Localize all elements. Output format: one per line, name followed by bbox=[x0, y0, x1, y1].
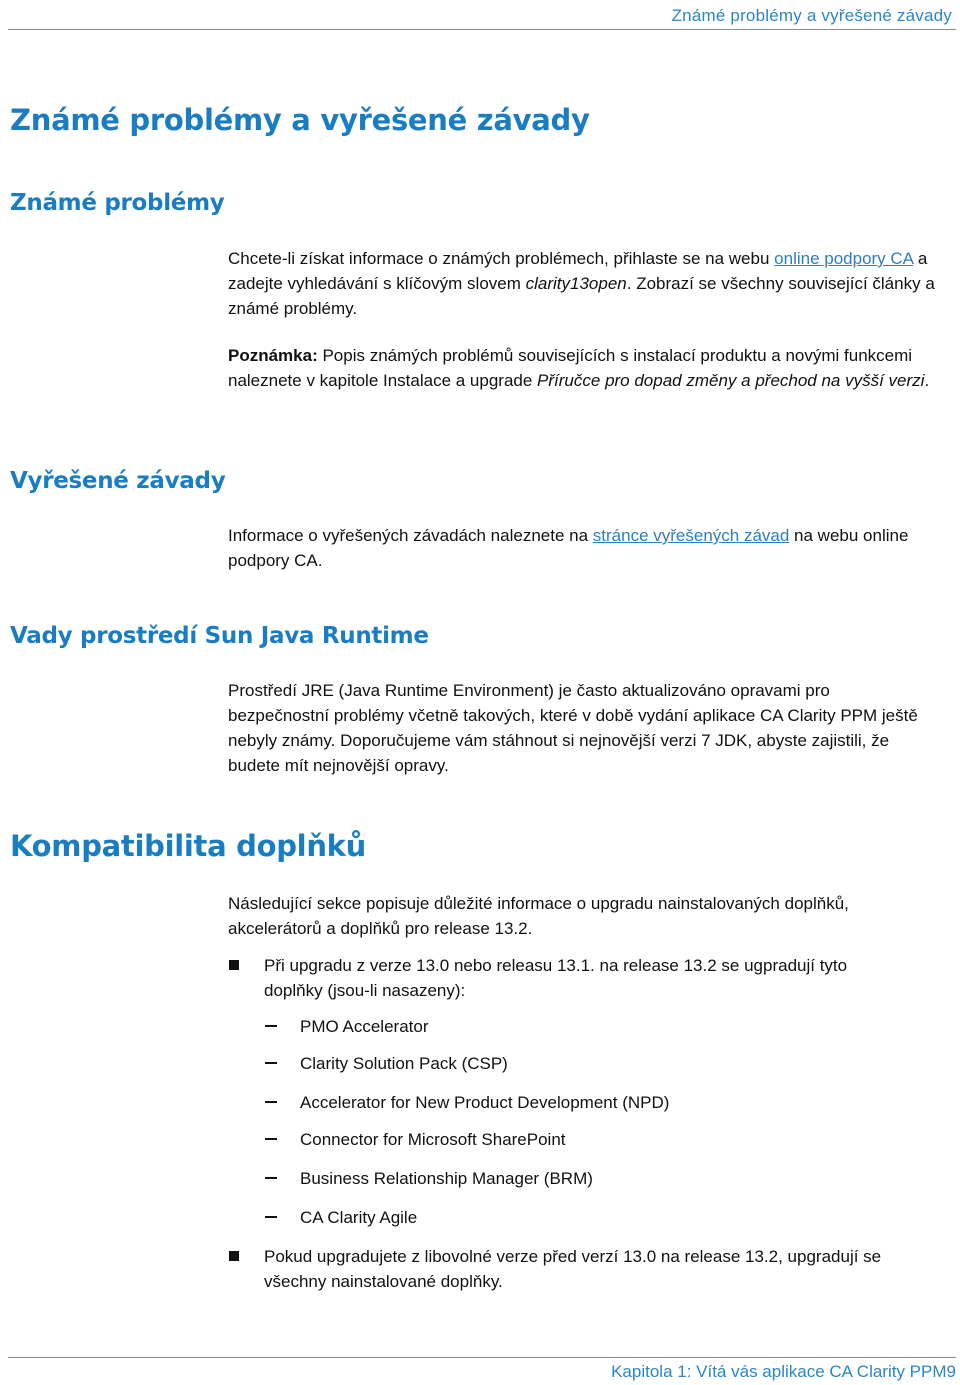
header-rule bbox=[8, 29, 956, 30]
guide-title: Příručce pro dopad změny a přechod na vyšší verzi bbox=[537, 371, 925, 390]
fixed-defects-heading: Vyřešené závady bbox=[10, 468, 226, 494]
dash-bullet-icon bbox=[265, 1101, 277, 1103]
dash-bullet-icon bbox=[265, 1216, 277, 1218]
bullet-square-icon bbox=[229, 960, 239, 970]
addin-item: Accelerator for New Product Development (NPD) bbox=[300, 1093, 670, 1112]
bullet-upgrade-13: Při upgradu z verze 13.0 nebo releasu 13.1. na release 13.2 se ugpradují tyto doplňky (jsou-li nasazeny): bbox=[264, 956, 848, 1000]
running-footer bbox=[611, 1362, 956, 1382]
fixed-defects-link[interactable]: stránce vyřešených závad bbox=[592, 526, 790, 545]
dash-bullet-icon bbox=[265, 1025, 277, 1027]
footer-rule bbox=[8, 1357, 956, 1358]
addin-item: Connector for Microsoft SharePoint bbox=[300, 1130, 566, 1149]
dash-bullet-icon bbox=[265, 1138, 277, 1140]
java-runtime-paragraph: Prostředí JRE (Java Runtime Environment) je často aktualizováno opravami pro bezpečnostní problémy včetně takových, které v době vydání aplikace CA Clarity PPM ještě nebyly známy. Doporučujeme vám stáhnout si nejnovější verzi 7 JDK, abyste zajistili, že budete mít nejnovější opravy. bbox=[228, 681, 918, 775]
online-support-link[interactable]: online podpory CA bbox=[774, 249, 914, 268]
known-issues-heading: Známé problémy bbox=[10, 190, 225, 216]
running-header: Známé problémy a vyřešené závady bbox=[671, 6, 952, 25]
chapter-title: Kapitola 1: Vítá vás aplikace CA Clarity PPM bbox=[611, 1362, 947, 1381]
bullet-upgrade-older: Pokud upgradujete z libovolné verze před verzí 13.0 na release 13.2, upgradují se všechny nainstalované doplňky. bbox=[264, 1247, 882, 1291]
addin-compat-heading: Kompatibilita doplňků bbox=[10, 829, 367, 863]
dash-bullet-icon bbox=[265, 1062, 277, 1064]
known-issues-paragraph: Chcete-li získat informace o známých problémech, přihlaste se na webu online podpory CA a zadejte vyhledávání s klíčovým slovem clarity13open. Zobrazí se všechny související články a známé problémy. bbox=[228, 249, 935, 318]
addin-item: CA Clarity Agile bbox=[300, 1208, 418, 1227]
java-runtime-heading: Vady prostředí Sun Java Runtime bbox=[10, 623, 429, 649]
addin-compat-intro: Následující sekce popisuje důležité informace o upgradu nainstalovaných doplňků, akcelerátorů a doplňků pro release 13.2. bbox=[228, 894, 849, 938]
bullet-square-icon bbox=[229, 1251, 239, 1261]
page-title: Známé problémy a vyřešené závady bbox=[10, 103, 590, 137]
addin-item: Business Relationship Manager (BRM) bbox=[300, 1169, 593, 1188]
note-paragraph: Poznámka: Popis známých problémů souvisejících s instalací produktu a novými funkcemi naleznete v kapitole Instalace a upgrade Příručce pro dopad změny a přechod na vyšší verzi. bbox=[228, 346, 930, 390]
page-number: 9 bbox=[946, 1362, 956, 1381]
dash-bullet-icon bbox=[265, 1177, 277, 1179]
fixed-defects-paragraph: Informace o vyřešených závadách naleznete na stránce vyřešených závad na webu online podpory CA. bbox=[228, 526, 909, 570]
addin-item: Clarity Solution Pack (CSP) bbox=[300, 1054, 508, 1073]
addin-item: PMO Accelerator bbox=[300, 1017, 429, 1036]
search-keyword: clarity13open bbox=[525, 274, 627, 293]
note-label: Poznámka: bbox=[228, 346, 318, 365]
